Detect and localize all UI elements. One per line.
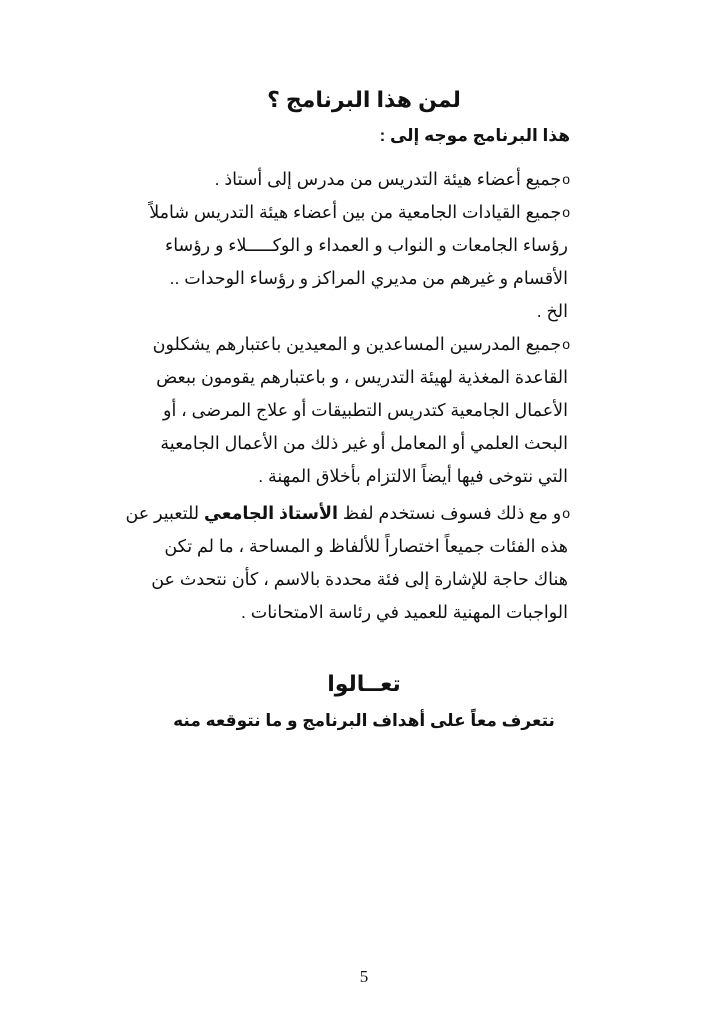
bullet-text: جميع القيادات الجامعية من بين أعضاء هيئة التدريس شاملاً <box>149 202 562 222</box>
bullet-item-faculty <box>150 163 570 196</box>
page-number: 5 <box>359 967 369 986</box>
section-heading: تعــالوا <box>327 671 401 696</box>
bullet-line <box>150 196 570 229</box>
bullet-text: للتعبير عن <box>125 503 204 523</box>
bullet-text: و مع ذلك فسوف نستخدم لفظ <box>337 503 562 523</box>
bullet-line: الخ . <box>536 301 568 321</box>
intro-text: هذا البرنامج موجه إلى : <box>379 126 570 145</box>
bullet-bold-term: الأستاذ الجامعي <box>204 503 338 523</box>
bullet-line <box>150 163 570 196</box>
bullet-line: البحث العلمي أو المعامل أو غير ذلك من الأعمال الجامعية <box>160 433 568 453</box>
bullet-icon: o <box>562 171 570 187</box>
bullet-line: هناك حاجة للإشارة إلى فئة محددة بالاسم ، كأن نتحدث عن <box>151 569 568 589</box>
bullet-line: الأعمال الجامعية كتدريس التطبيقات أو علاج المرضى ، أو <box>163 400 568 420</box>
page-title: لمن هذا البرنامج ؟ <box>267 87 461 112</box>
bullet-item-terminology <box>125 497 570 629</box>
bullet-line: التي نتوخى فيها أيضاً الالتزام بأخلاق المهنة . <box>258 466 568 486</box>
bullet-line <box>150 328 570 361</box>
bullet-item-leaders <box>150 196 570 328</box>
bullet-icon: o <box>562 204 570 220</box>
bullet-line: هذه الفئات جميعاً اختصاراً للألفاظ و المساحة ، ما لم تكن <box>164 536 568 556</box>
bullet-icon: o <box>562 505 570 521</box>
bullet-icon: o <box>562 336 570 352</box>
bullet-item-assistants <box>150 328 570 493</box>
bullet-line: الأقسام و غيرهم من مديري المراكز و رؤساء الوحدات .. <box>169 268 568 288</box>
bullet-line: القاعدة المغذية لهيئة التدريس ، و باعتبارهم يقومون ببعض <box>156 367 568 387</box>
bullet-text: جميع المدرسين المساعدين و المعيدين باعتبارهم يشكلون <box>152 334 562 354</box>
bullet-line <box>125 497 570 530</box>
bullet-line: الواجبات المهنية للعميد في رئاسة الامتحانات . <box>241 602 568 622</box>
bullet-line: رؤساء الجامعات و النواب و العمداء و الوكـــــلاء و رؤساء <box>164 235 568 255</box>
section-subheading: نتعرف معاً على أهداف البرنامج و ما نتوقعه منه <box>173 711 555 730</box>
bullet-text: جميع أعضاء هيئة التدريس من مدرس إلى أستاذ . <box>214 169 562 189</box>
